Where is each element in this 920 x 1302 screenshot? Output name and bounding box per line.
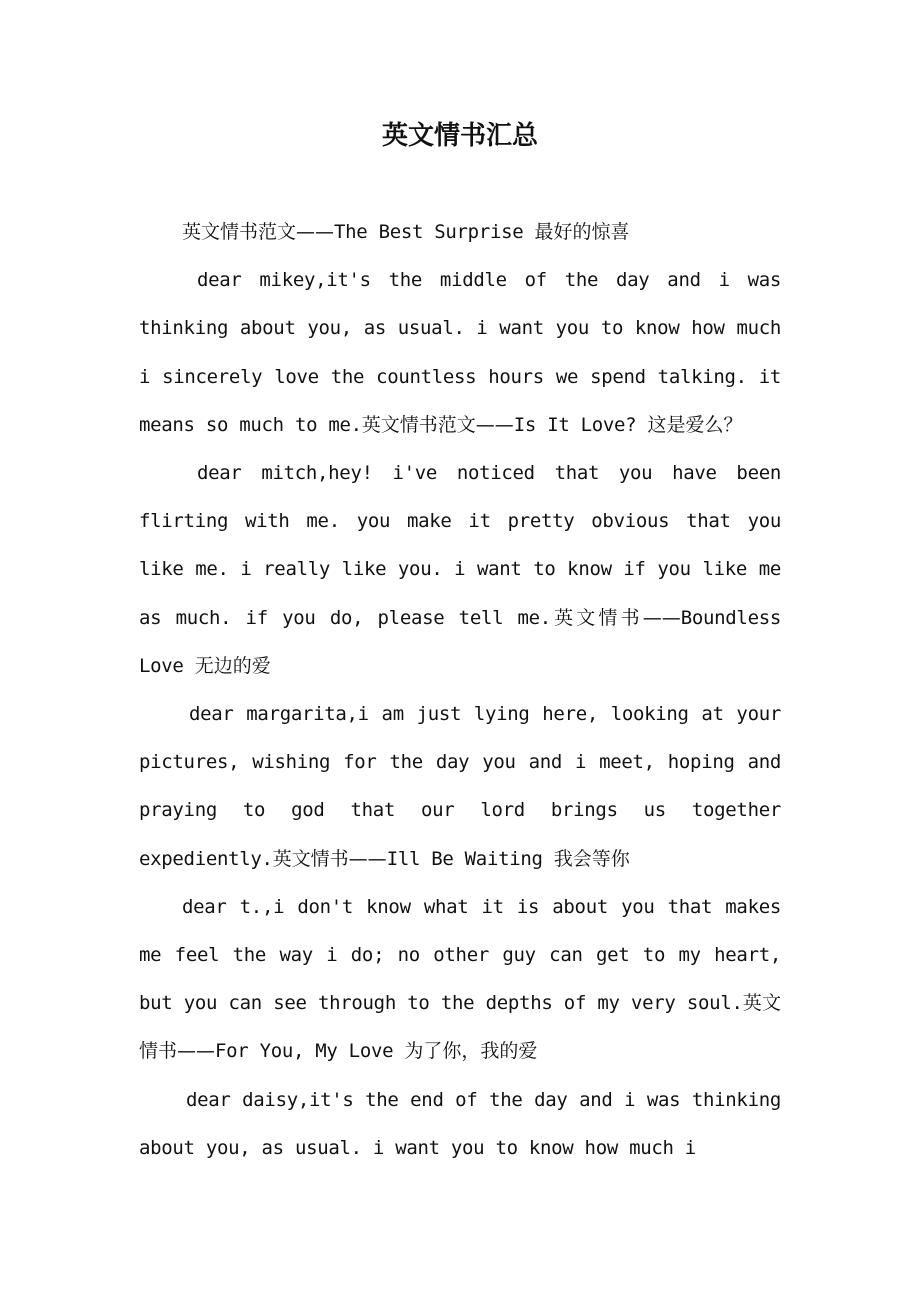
letter-paragraph-4: dear t.,i don't know what it is about you that makes me feel the way i do; no other guy can get to my heart, but you can see through to the depths of my very soul.英文情书——For You, My Love 为了你，我的爱 <box>139 895 781 1063</box>
document-title: 英文情书汇总 <box>381 121 538 151</box>
letter-paragraph-2: dear mitch,hey! i've noticed that you have been flirting with me. you make it pretty obvious that you like me. i really like you. i want to know if you like me as much. if you do, please tell me.英文情书——Boundless Love 无边的爱 <box>139 462 781 677</box>
letter-paragraph-1: dear mikey,it's the middle of the day and i was thinking about you, as usual. i want you to know how much i sincerely love the countless hours we spend talking. it means so much to me.英文情书范文——Is It Love? 这是爱么？ <box>139 269 781 436</box>
section-heading-1: 英文情书范文——The Best Surprise 最好的惊喜 <box>182 221 630 243</box>
letter-paragraph-3: dear margarita,i am just lying here, looking at your pictures, wishing for the day you and i meet, hoping and praying to god that our lord brings us together expediently.英文情书——Ill Be Waiting 我会等你 <box>139 703 781 870</box>
letter-paragraph-5: dear daisy,it's the end of the day and i was thinking about you, as usual. i want you to know how much i <box>139 1088 781 1159</box>
document-body <box>139 208 781 1172</box>
